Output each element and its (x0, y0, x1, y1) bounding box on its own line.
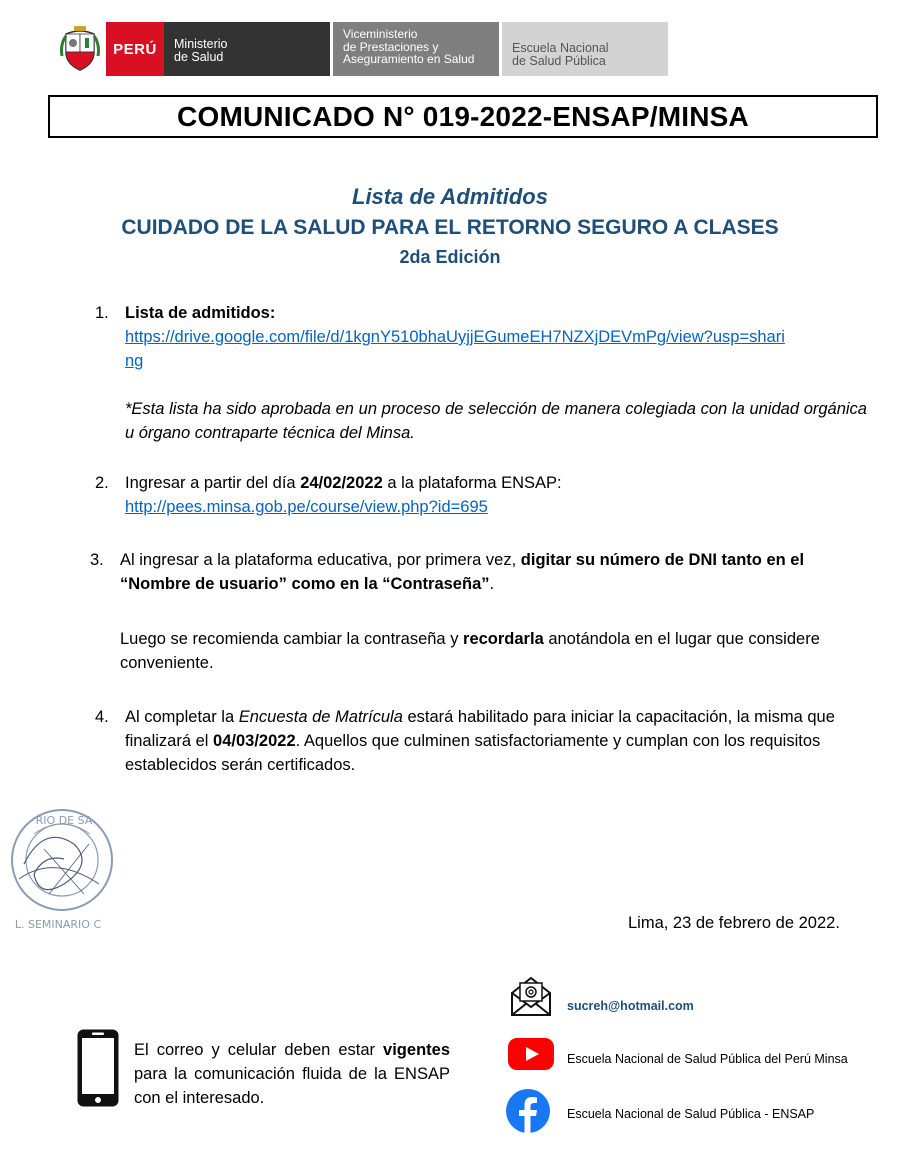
item-4-number: 4. (95, 708, 109, 726)
svg-text:L. SEMINARIO C: L. SEMINARIO C (14, 918, 102, 931)
date-place: Lima, 23 de febrero de 2022. (628, 914, 840, 932)
youtube-icon (508, 1038, 554, 1070)
item-2-number: 2. (95, 474, 109, 492)
item-4-text: Al completar la Encuesta de Matrícula estará habilitado para iniciar la capacitación, la misma que finalizará el 04/03/2022. Aquellos que culminen satisfactoriamente y cumplan con los requisitos establecidos serán certificados. (125, 708, 835, 774)
subtitle-course: CUIDADO DE LA SALUD PARA EL RETORNO SEGURO A CLASES (121, 216, 779, 239)
subtitle-edition: 2da Edición (399, 247, 501, 267)
phone-note: El correo y celular deben estar vigentes para la comunicación fluida de la ENSAP con el interesado. (134, 1041, 450, 1107)
item-1-number: 1. (95, 304, 109, 322)
item-1-note: *Esta lista ha sido aprobada en un proceso de selección de manera colegiada con la unidad orgánica u órgano contraparte técnica del Minsa. (125, 400, 867, 442)
official-seal-stamp (4, 804, 116, 934)
peru-label: PERÚ (106, 22, 164, 76)
escuela-label: Escuela Nacional de Salud Pública (502, 22, 668, 76)
page-title: COMUNICADO N° 019-2022-ENSAP/MINSA (177, 100, 749, 132)
mobile-phone-icon (76, 1028, 120, 1108)
item-2-text: Ingresar a partir del día 24/02/2022 a la plataforma ENSAP: (125, 474, 562, 492)
admitted-list-link-continuation[interactable]: ng (125, 352, 144, 370)
admitted-list-link[interactable]: https://drive.google.com/file/d/1kgnY510bhaUyjjEGumeEH7NZXjDEVmPg/view?usp=shari (125, 328, 785, 346)
email-icon (509, 975, 553, 1017)
item-3-recommendation: Luego se recomienda cambiar la contraseña y recordarla anotándola en el lugar que considere conveniente. (120, 630, 820, 672)
item-3-number: 3. (90, 551, 104, 569)
contact-youtube[interactable]: Escuela Nacional de Salud Pública del Perú Minsa (567, 1052, 848, 1066)
header-logo-bar (58, 22, 668, 76)
svg-text:RIO DE SA: RIO DE SA (35, 814, 93, 827)
subtitle-list: Lista de Admitidos (352, 184, 548, 209)
facebook-icon (506, 1089, 550, 1133)
coat-of-arms-icon (58, 22, 102, 76)
ensap-platform-link[interactable]: http://pees.minsa.gob.pe/course/view.php?id=695 (125, 498, 488, 516)
title-box (48, 95, 878, 138)
viceministerio-label: Viceministerio de Prestaciones y Aseguramiento en Salud (333, 22, 499, 76)
item-3-text: Al ingresar a la plataforma educativa, por primera vez, digitar su número de DNI tanto en el “Nombre de usuario” como en la “Contraseña”. (120, 551, 805, 593)
item-1-heading: Lista de admitidos: (125, 304, 276, 322)
contact-email[interactable]: sucreh@hotmail.com (567, 999, 694, 1013)
contact-facebook[interactable]: Escuela Nacional de Salud Pública - ENSAP (567, 1107, 815, 1121)
ministerio-label: Ministerio de Salud (164, 22, 330, 76)
